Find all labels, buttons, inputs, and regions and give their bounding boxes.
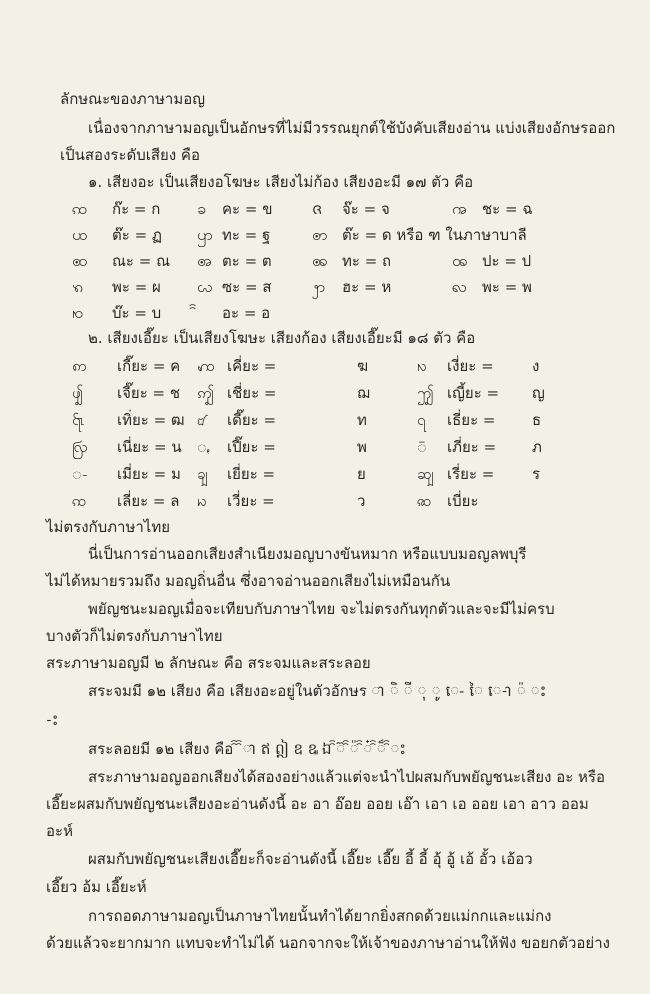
table-cell: เวี่ยะ = [227, 492, 275, 510]
table-cell: เชี่ยะ = [227, 384, 277, 402]
table-cell: ꩧ [72, 251, 88, 270]
table-cell: ฮะ = ห [342, 278, 392, 296]
table-cell: ꩡ [72, 199, 88, 218]
table-cell: อะ = อ [222, 304, 271, 322]
note-title: ไม่ตรงกับภาษาไทย [46, 518, 170, 536]
table-cell: ꩢ [197, 492, 207, 510]
table-cell: เยี่ยะ = [227, 465, 276, 483]
table-cell: เจี๊ยะ = ช [117, 384, 181, 402]
table-cell: ꩭ [312, 277, 326, 296]
table-cell: ꩶ [417, 384, 434, 402]
table-row [72, 223, 632, 247]
table-cell: ꩠ [452, 199, 467, 218]
note-line-1: นี่เป็นการอ่านออกเสียงสำเนียงมอญบางขันหมาก หรือแบบมอญลพบุรี [88, 545, 527, 563]
table-row [72, 435, 632, 459]
vowel-sunk-continuation: -ះ [46, 711, 59, 729]
section-heading: ลักษณะของภาษามอญ [60, 90, 206, 108]
table-cell: บ๊ะ = บ [112, 304, 162, 322]
table-cell: ꩦ [312, 225, 328, 244]
table-cell: ต๊ะ = ด หรือ ฑ ในภาษาบาลี [342, 226, 527, 244]
table-cell: ꩱ [72, 357, 87, 375]
table-cell: ก๊ะ = ก [112, 200, 161, 218]
table-cell: ꩺ [72, 438, 88, 456]
section-1-title: ๑. เสียงอะ เป็นเสียงอโฆษะ เสียงไม่ก้อง เสียงอะมี ๑๗ ตัว คือ [88, 173, 474, 191]
table-cell: ꩬ [197, 277, 213, 296]
paragraph-2-line-2: เอี๊ยว อ้ม เอี๊ยะห์ [46, 878, 147, 896]
paragraph-2-line-1: ผสมกับพยัญชนะเสียงเอี๊ยะก็จะอ่านดังนี้ เอี๊ยะ เอี๊ย อี้ อี้ อุ้ อู้ เอ้ อั้ว เอ้อว [88, 850, 533, 868]
table-cell: คะ = ข [222, 200, 273, 218]
table-cell: พะ = พ [482, 278, 532, 296]
table-cell: ᨩ [312, 199, 323, 218]
table-cell: ꩷ [72, 411, 85, 429]
table-row [72, 275, 632, 299]
vowel-float-line: สระลอยมี ๑๒ เสียง คือ ꩰ ꩰា ឥ ឦ ឧ ឩ ឯ ꩰ៊ ꩰ៉ ꩰ៎ ꩰ៏ ꩰះ [88, 740, 406, 758]
table-cell: ꩸ [197, 411, 205, 429]
table-cell: ꩩ [312, 251, 328, 270]
table-cell: ทะ = ถ [342, 252, 392, 270]
table-cell: ꩿ [417, 465, 434, 483]
table-cell: พ [357, 438, 367, 456]
table-cell: ꩨ [197, 251, 212, 270]
table-cell: เคี่ยะ = [227, 357, 277, 375]
table-cell: พะ = ผ [112, 278, 161, 296]
table-cell: ꩻ [197, 438, 211, 456]
table-cell: ꩥ [197, 225, 213, 244]
table-cell: เมี่ยะ = ม [117, 465, 181, 483]
table-row [72, 381, 632, 405]
table-row [72, 249, 632, 273]
table-cell: ธ [532, 411, 542, 429]
note-line-4: บางตัวก็ไม่ตรงกับภาษาไทย [46, 627, 223, 645]
table-row [72, 462, 632, 486]
paragraph-1-line-1: สระภาษามอญออกเสียงได้สองอย่างแล้วแต่จะนำไปผสมกับพยัญชนะเสียง อะ หรือ [88, 768, 605, 786]
table-cell: ခ [197, 199, 206, 218]
table-cell: ꩪ [452, 251, 468, 270]
table-row [72, 408, 632, 432]
table-cell: ชะ = ฉ [482, 200, 533, 218]
table-cell: เปี๊ยะ = [227, 438, 276, 456]
table-cell: เนี่ยะ = น [117, 438, 182, 456]
table-cell: ญ [532, 384, 545, 402]
table-cell: ꩤ [72, 225, 88, 244]
table-cell: ꩮ [452, 277, 467, 296]
table-cell: ง [532, 357, 540, 375]
paragraph-1-line-3: อะห์ [46, 822, 73, 840]
section-2-title: ๒. เสียงเอี๊ยะ เป็นเสียงโฆษะ เสียงก้อง เสียงเอี๊ยะมี ๑๘ ตัว คือ [88, 329, 476, 347]
table-cell: ปะ = ป [482, 252, 532, 270]
table-cell: ย [357, 465, 366, 483]
vowel-title: สระภาษามอญมี ๒ ลักษณะ คือ สระจมและสระลอย [46, 654, 371, 672]
table-cell: ต๊ะ = ฏ [112, 226, 162, 244]
intro-line-1: เนื่องจากภาษามอญเป็นอักษรที่ไม่มีวรรณยุกต์ใช้บังคับเสียงอ่าน แบ่งเสียงอักษรออก [88, 119, 616, 137]
table-row [72, 489, 632, 513]
table-cell: ꩡ [72, 492, 87, 510]
table-cell: เบี่ยะ [447, 492, 479, 510]
table-cell: ซะ = ส [222, 278, 272, 296]
intro-line-2: เป็นสองระดับเสียง คือ [60, 146, 200, 164]
table-cell: ꩲ [197, 357, 215, 375]
vowel-sunk-line: สระจมมี ๑๒ เสียง คือ เสียงอะอยู่ในตัวอักษร ា ិ ី ុ ូ េ- ៃ េ-ា ៉ ះ [88, 682, 547, 700]
table-cell: ꩹ [417, 411, 426, 429]
table-cell: ꩴ [72, 384, 83, 402]
table-cell: ณะ = ณ [112, 252, 170, 270]
table-cell: ภ [532, 438, 542, 456]
table-row [72, 354, 632, 378]
table-cell: ฆ [357, 357, 369, 375]
table-cell: ท [357, 411, 367, 429]
table-cell: ꩣ [417, 492, 432, 510]
paragraph-3-line-2: ด้วยแล้วจะยากมาก แทบจะทำไม่ได้ นอกจากจะให้เจ้าของภาษาอ่านให้ฟัง ขอยกตัวอย่าง [46, 934, 610, 952]
table-cell: เทิ่ยะ = ฒ [117, 411, 185, 429]
table-cell: จ๊ะ = จ [342, 200, 390, 218]
table-cell: เภี่ยะ = [447, 438, 497, 456]
table-cell: เงี่ยะ = [447, 357, 494, 375]
paragraph-1-line-2: เอี๊ยะผสมกับพยัญชนะเสียงอะอ่านดังนี้ อะ อา อ๊อย ออย เอ๊า เอา เอ ออย เอา อาว ออม [46, 795, 589, 813]
note-line-3: พยัญชนะมอญเมื่อจะเทียบกับภาษาไทย จะไม่ตรงกันทุกตัวและจะมีไม่ครบ [88, 600, 555, 618]
table-cell: ꩽ [72, 465, 89, 483]
table-cell: ว [357, 492, 366, 510]
table-cell: เรี่ยะ = [447, 465, 495, 483]
table-cell: เกี๊ยะ = ค [117, 357, 181, 375]
table-row [72, 197, 632, 221]
table-cell: ꩯ [72, 303, 84, 322]
table-cell: เญี้ยะ = [447, 384, 500, 402]
table-cell: ꩵ [197, 384, 214, 402]
table-cell: ตะ = ต [222, 252, 272, 270]
table-row [72, 301, 632, 325]
table-cell: ꩳ [417, 357, 427, 375]
table-cell: ร [532, 465, 541, 483]
table-cell: เดี๊ยะ = [227, 411, 277, 429]
table-cell: เลี่ยะ = ล [117, 492, 180, 510]
table-cell: ꩼ [417, 438, 427, 456]
table-cell: ꩾ [197, 465, 208, 483]
note-line-2: ไม่ได้หมายรวมถึง มอญถิ่นอื่น ซึ่งอาจอ่านออกเสียงไม่เหมือนกัน [46, 572, 451, 590]
table-cell: ฌ [357, 384, 370, 402]
paragraph-3-line-1: การถอดภาษามอญเป็นภาษาไทยนั้นทำได้ยากยิ่งสกดด้วยแม่กกและแม่กง [88, 907, 552, 925]
table-cell: เธี่ยะ = [447, 411, 496, 429]
table-cell: ทะ = ฐ [222, 226, 271, 244]
table-cell: ꩫ [72, 277, 84, 296]
